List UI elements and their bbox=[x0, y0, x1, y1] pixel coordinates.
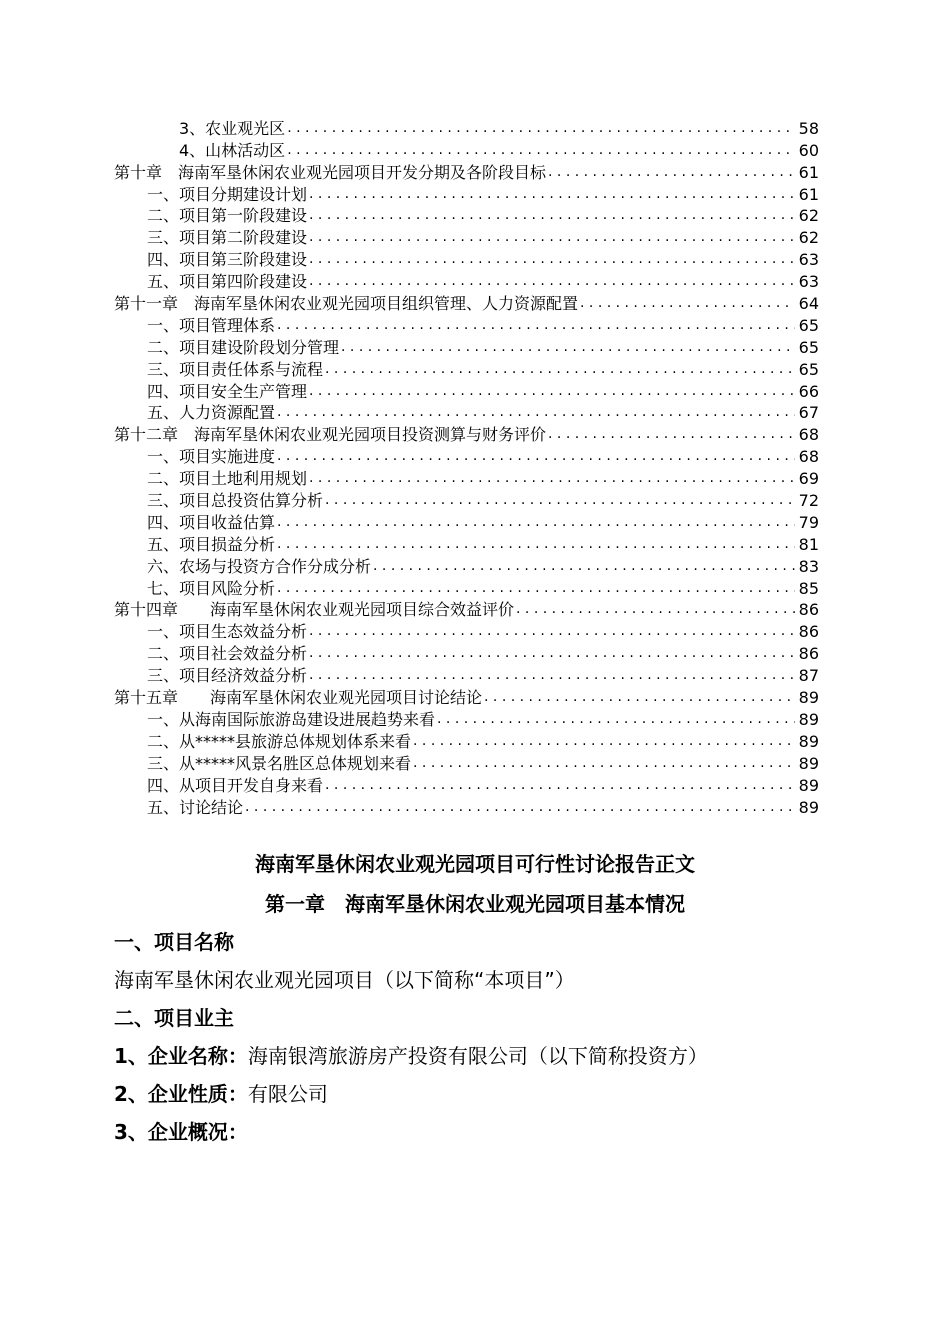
toc-entry-title: 二、项目社会效益分析 bbox=[147, 644, 308, 664]
toc-entry[interactable] bbox=[114, 423, 819, 445]
toc-entry[interactable] bbox=[114, 205, 819, 227]
toc-entry-title: 二、项目建设阶段划分管理 bbox=[147, 337, 340, 357]
toc-entry-page-number: 81 bbox=[798, 534, 819, 554]
section-heading-project-name: 一、项目名称 bbox=[114, 930, 234, 954]
toc-dot-leader bbox=[309, 184, 795, 205]
toc-entry[interactable] bbox=[114, 664, 819, 686]
toc-entry-title: 四、从项目开发自身来看 bbox=[147, 775, 324, 795]
toc-entry-title: 一、项目实施进度 bbox=[147, 447, 276, 467]
toc-entry-title: 七、项目风险分析 bbox=[147, 578, 276, 598]
chapter-title: 第一章 海南军垦休闲农业观光园项目基本情况 bbox=[265, 892, 685, 916]
toc-entry-page-number: 58 bbox=[798, 118, 819, 138]
company-name-value: 海南银湾旅游房产投资有限公司（以下简称投资方） bbox=[247, 1044, 708, 1068]
toc-dot-leader bbox=[287, 140, 795, 161]
toc-entry-title: 第十四章 海南军垦休闲农业观光园项目综合效益评价 bbox=[114, 600, 515, 620]
toc-entry-title: 一、项目生态效益分析 bbox=[147, 622, 308, 642]
toc-entry[interactable] bbox=[114, 620, 819, 642]
toc-entry-page-number: 67 bbox=[798, 403, 819, 423]
toc-entry-page-number: 86 bbox=[798, 600, 819, 620]
toc-entry-page-number: 63 bbox=[798, 272, 819, 292]
company-overview-line bbox=[114, 1116, 248, 1145]
document-title: 海南军垦休闲农业观光园项目可行性讨论报告正文 bbox=[255, 852, 695, 876]
toc-entry-title: 四、项目安全生产管理 bbox=[147, 381, 308, 401]
toc-entry-title: 三、项目经济效益分析 bbox=[147, 666, 308, 686]
toc-entry-title: 四、项目第三阶段建设 bbox=[147, 250, 308, 270]
company-type-label: 2、企业性质： bbox=[114, 1082, 248, 1106]
toc-entry[interactable] bbox=[114, 380, 819, 402]
toc-entry-title: 二、项目土地利用规划 bbox=[147, 469, 308, 489]
company-name-line bbox=[114, 1040, 708, 1069]
toc-entry-title: 四、项目收益估算 bbox=[147, 512, 276, 532]
toc-dot-leader bbox=[277, 446, 795, 467]
toc-entry[interactable] bbox=[114, 314, 819, 336]
toc-entry[interactable] bbox=[114, 139, 819, 161]
toc-entry-page-number: 61 bbox=[798, 184, 819, 204]
toc-entry[interactable] bbox=[114, 161, 819, 183]
toc-entry-title: 三、项目总投资估算分析 bbox=[147, 491, 324, 511]
toc-dot-leader bbox=[309, 271, 795, 292]
toc-entry-page-number: 65 bbox=[798, 315, 819, 335]
toc-entry-page-number: 65 bbox=[798, 359, 819, 379]
toc-entry-title: 第十一章 海南军垦休闲农业观光园项目组织管理、人力资源配置 bbox=[114, 294, 579, 314]
toc-entry[interactable] bbox=[114, 533, 819, 555]
toc-entry-page-number: 89 bbox=[798, 775, 819, 795]
toc-entry[interactable] bbox=[114, 270, 819, 292]
toc-entry[interactable] bbox=[114, 752, 819, 774]
toc-dot-leader bbox=[373, 556, 795, 577]
toc-entry-page-number: 60 bbox=[798, 140, 819, 160]
toc-entry-page-number: 87 bbox=[798, 666, 819, 686]
toc-entry-title: 二、项目第一阶段建设 bbox=[147, 206, 308, 226]
toc-dot-leader bbox=[548, 424, 795, 445]
toc-entry-title: 第十章 海南军垦休闲农业观光园项目开发分期及各阶段目标 bbox=[114, 162, 547, 182]
toc-entry-page-number: 89 bbox=[798, 797, 819, 817]
toc-entry[interactable] bbox=[114, 183, 819, 205]
toc-dot-leader bbox=[309, 381, 795, 402]
toc-entry-page-number: 69 bbox=[798, 469, 819, 489]
toc-entry[interactable] bbox=[114, 599, 819, 621]
toc-dot-leader bbox=[516, 599, 795, 620]
toc-dot-leader bbox=[309, 468, 795, 489]
toc-dot-leader bbox=[325, 359, 795, 380]
toc-entry-page-number: 72 bbox=[798, 491, 819, 511]
toc-entry-page-number: 89 bbox=[798, 709, 819, 729]
toc-dot-leader bbox=[484, 687, 795, 708]
toc-dot-leader bbox=[413, 731, 795, 752]
toc-dot-leader bbox=[277, 402, 795, 423]
toc-entry-page-number: 89 bbox=[798, 688, 819, 708]
project-name-text: 海南军垦休闲农业观光园项目（以下简称“本项目”） bbox=[114, 968, 575, 992]
toc-entry[interactable] bbox=[114, 336, 819, 358]
toc-dot-leader bbox=[437, 709, 795, 730]
toc-entry[interactable] bbox=[114, 445, 819, 467]
toc-dot-leader bbox=[325, 775, 795, 796]
toc-entry-page-number: 61 bbox=[798, 162, 819, 182]
toc-entry[interactable] bbox=[114, 708, 819, 730]
toc-entry-title: 4、山林活动区 bbox=[179, 140, 286, 160]
toc-dot-leader bbox=[277, 512, 795, 533]
toc-entry-page-number: 79 bbox=[798, 512, 819, 532]
toc-entry-page-number: 62 bbox=[798, 206, 819, 226]
toc-dot-leader bbox=[287, 118, 795, 139]
toc-entry-page-number: 89 bbox=[798, 731, 819, 751]
toc-dot-leader bbox=[325, 490, 795, 511]
toc-entry-page-number: 65 bbox=[798, 337, 819, 357]
toc-entry-title: 五、项目第四阶段建设 bbox=[147, 272, 308, 292]
toc-entry-page-number: 89 bbox=[798, 753, 819, 773]
table-of-contents bbox=[114, 117, 819, 818]
toc-entry[interactable] bbox=[114, 686, 819, 708]
toc-entry[interactable] bbox=[114, 248, 819, 270]
toc-entry-title: 第十五章 海南军垦休闲农业观光园项目讨论结论 bbox=[114, 688, 483, 708]
toc-dot-leader bbox=[580, 293, 795, 314]
toc-dot-leader bbox=[277, 315, 795, 336]
toc-entry[interactable] bbox=[114, 730, 819, 752]
toc-entry[interactable] bbox=[114, 292, 819, 314]
toc-dot-leader bbox=[309, 205, 795, 226]
toc-dot-leader bbox=[277, 578, 795, 599]
toc-dot-leader bbox=[548, 162, 795, 183]
toc-entry[interactable] bbox=[114, 774, 819, 796]
toc-entry[interactable] bbox=[114, 489, 819, 511]
company-name-label: 1、企业名称： bbox=[114, 1044, 248, 1068]
toc-entry[interactable] bbox=[114, 467, 819, 489]
toc-entry-title: 二、从*****县旅游总体规划体系来看 bbox=[147, 731, 412, 751]
toc-entry[interactable] bbox=[114, 511, 819, 533]
toc-entry-page-number: 66 bbox=[798, 381, 819, 401]
toc-entry[interactable] bbox=[114, 402, 819, 424]
toc-dot-leader bbox=[309, 665, 795, 686]
toc-entry-title: 三、项目责任体系与流程 bbox=[147, 359, 324, 379]
toc-entry-page-number: 86 bbox=[798, 622, 819, 642]
toc-entry-page-number: 85 bbox=[798, 578, 819, 598]
company-type-line bbox=[114, 1078, 328, 1107]
toc-entry-title: 第十二章 海南军垦休闲农业观光园项目投资测算与财务评价 bbox=[114, 425, 547, 445]
toc-entry-title: 一、从海南国际旅游岛建设进展趋势来看 bbox=[147, 709, 436, 729]
toc-dot-leader bbox=[309, 249, 795, 270]
toc-dot-leader bbox=[309, 621, 795, 642]
toc-dot-leader bbox=[309, 643, 795, 664]
toc-entry-page-number: 68 bbox=[798, 447, 819, 467]
toc-dot-leader bbox=[277, 534, 795, 555]
toc-entry-title: 三、从*****风景名胜区总体规划来看 bbox=[147, 753, 412, 773]
company-overview-label: 3、企业概况： bbox=[114, 1120, 248, 1144]
toc-entry-page-number: 86 bbox=[798, 644, 819, 664]
toc-entry-page-number: 64 bbox=[798, 294, 819, 314]
toc-entry[interactable] bbox=[114, 226, 819, 248]
toc-entry-title: 一、项目管理体系 bbox=[147, 315, 276, 335]
toc-entry-title: 3、农业观光区 bbox=[179, 118, 286, 138]
toc-entry-page-number: 83 bbox=[798, 556, 819, 576]
toc-entry-title: 五、讨论结论 bbox=[147, 797, 244, 817]
toc-entry[interactable] bbox=[114, 117, 819, 139]
toc-entry-title: 五、人力资源配置 bbox=[147, 403, 276, 423]
toc-entry-title: 五、项目损益分析 bbox=[147, 534, 276, 554]
toc-entry[interactable] bbox=[114, 555, 819, 577]
toc-entry-page-number: 68 bbox=[798, 425, 819, 445]
toc-entry-page-number: 63 bbox=[798, 250, 819, 270]
toc-entry-title: 三、项目第二阶段建设 bbox=[147, 228, 308, 248]
toc-entry-title: 六、农场与投资方合作分成分析 bbox=[147, 556, 372, 576]
toc-dot-leader bbox=[341, 337, 795, 358]
section-heading-project-owner: 二、项目业主 bbox=[114, 1006, 234, 1030]
toc-entry[interactable] bbox=[114, 358, 819, 380]
toc-dot-leader bbox=[413, 753, 795, 774]
toc-dot-leader bbox=[245, 797, 795, 818]
toc-entry[interactable] bbox=[114, 796, 819, 818]
toc-entry[interactable] bbox=[114, 642, 819, 664]
toc-entry-page-number: 62 bbox=[798, 228, 819, 248]
toc-entry[interactable] bbox=[114, 577, 819, 599]
toc-entry-title: 一、项目分期建设计划 bbox=[147, 184, 308, 204]
toc-dot-leader bbox=[309, 227, 795, 248]
company-type-value: 有限公司 bbox=[247, 1082, 328, 1106]
